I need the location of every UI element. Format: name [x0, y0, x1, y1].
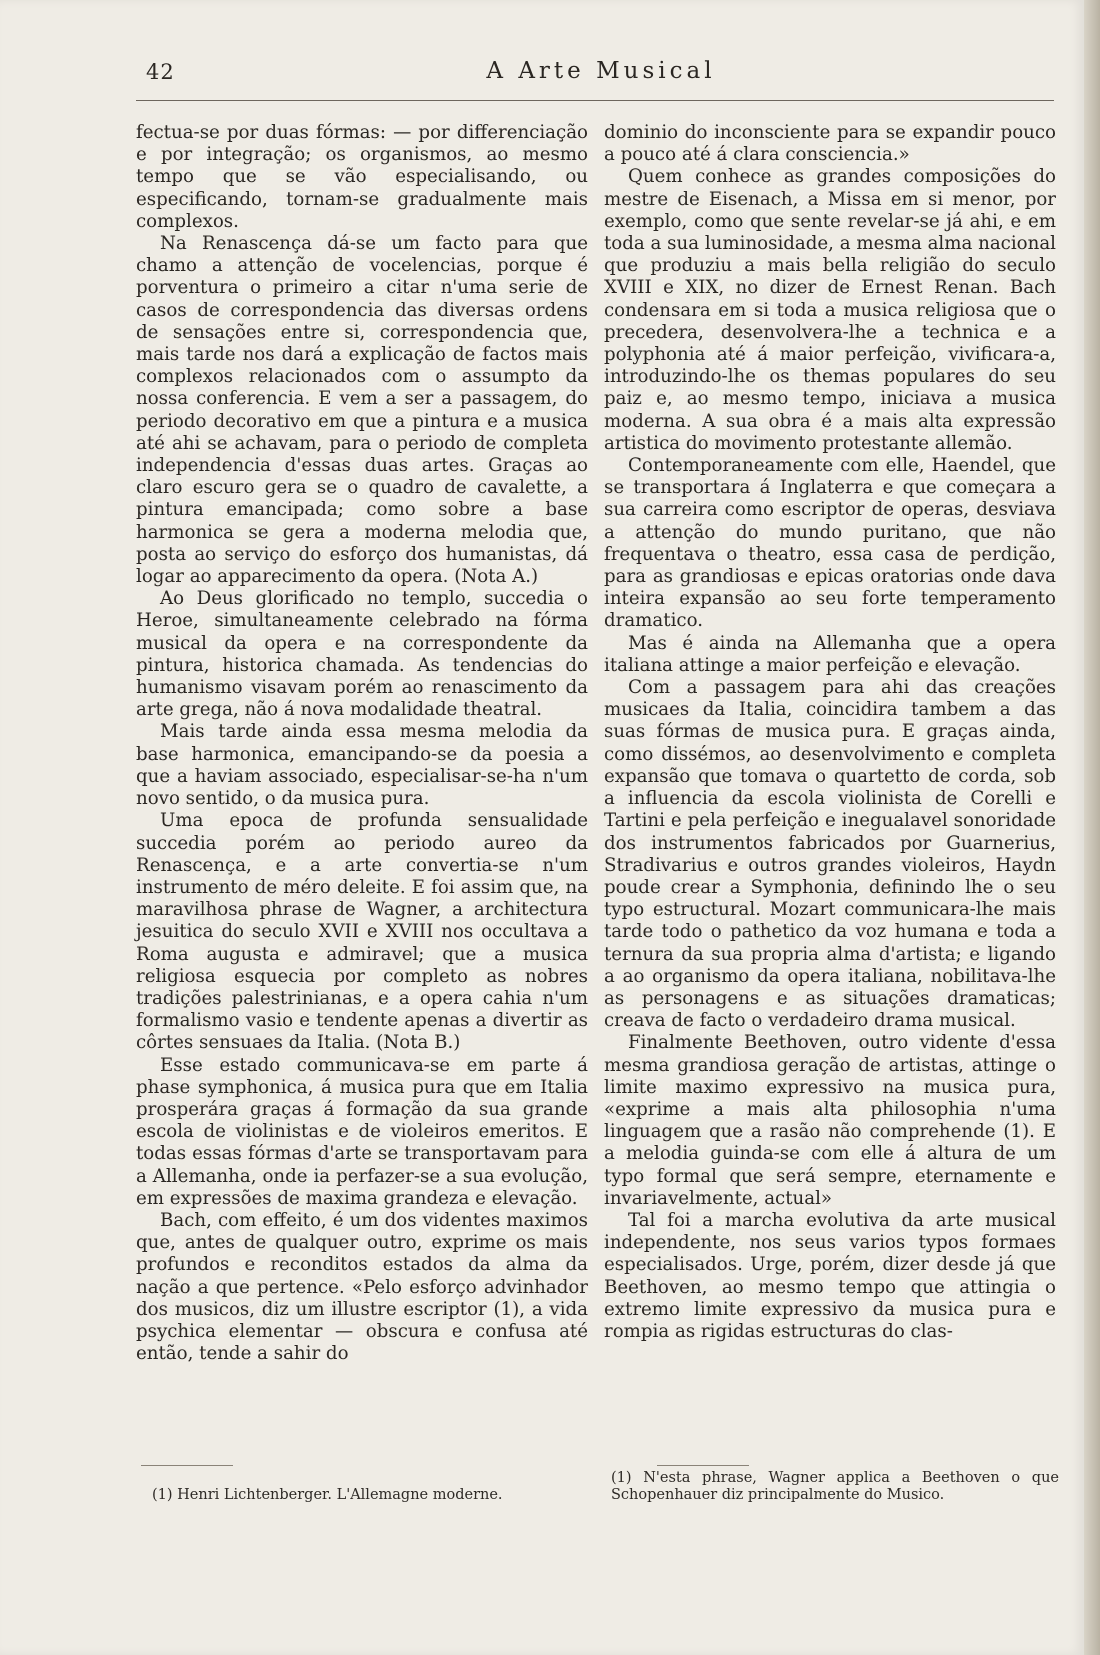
footnote-right: (1) N'esta phrase, Wagner applica a Beethoven o que Schopenhauer diz principalmente do Musico. [611, 1470, 1059, 1503]
page-edge [1084, 0, 1100, 1655]
header-rule [136, 100, 1054, 101]
paragraph: Com a passagem para ahi das creações musicaes da Italia, coincidira tambem a das suas fórmas de musica pura. E graças ainda, como dissémos, ao desenvolvimento e completa expansão que tomava o quartetto de corda, sob a influencia da escola violinista de Corelli e Tartini e pela perfeição e inegualavel sonoridade dos instrumentos fabricados por Guarnerius, Stradivarius e outros grandes violeiros, Haydn poude crear a Symphonia, definindo lhe o seu typo estructural. Mozart communicara-lhe mais tarde todo o pathetico da voz humana e toda a ternura da sua propria alma d'artista; e ligando a ao organismo da opera italiana, nobilitava-lhe as personagens e as situações dramaticas; creava de facto o verdadeiro drama musical. [604, 677, 1056, 1032]
paragraph: Contemporaneamente com elle, Haendel, que se transportara á Inglaterra e que começara a sua carreira como escriptor de operas, desviava a attenção do mundo puritano, que não frequentava o theatro, essa casa de perdição, para as grandiosas e epicas oratorias onde dava inteira expansão ao seu forte temperamento dramatico. [604, 455, 1056, 632]
page-header [146, 56, 1056, 92]
right-column [604, 122, 1056, 1343]
paragraph: Quem conhece as grandes composições do mestre de Eisenach, a Missa em si menor, por exemplo, como que sente revelar-se já ahi, e em toda a sua luminosidade, a mesma alma nacional que produziu a mais bella religião do seculo XVIII e XIX, no dizer de Ernest Renan. Bach condensara em si toda a musica religiosa que o precedera, desenvolvera-lhe a technica e a polyphonia até á maior perfeição, vivificara-a, introduzindo-lhe os themas populares do seu paiz e, ao mesmo tempo, iniciava a musica moderna. A sua obra é a mais alta expressão artistica do movimento protestante allemão. [604, 166, 1056, 454]
paragraph: Uma epoca de profunda sensualidade succedia porém ao periodo aureo da Renascença, e a arte convertia-se n'um instrumento de méro deleite. E foi assim que, na maravilhosa phrase de Wagner, a architectura jesuitica do seculo XVII e XVIII nos occultava a Roma augusta e admiravel; que a musica religiosa esquecia por completo as nobres tradições palestrinianas, e a opera cahia n'um formalismo vasio e tendente apenas a divertir as côrtes sensuaes da Italia. (Nota B.) [136, 810, 588, 1054]
paragraph: dominio do inconsciente para se expandir pouco a pouco até á clara consciencia.» [604, 122, 1056, 166]
running-title: A Arte Musical [486, 58, 716, 84]
paragraph: Ao Deus glorificado no templo, succedia o Heroe, simultaneamente celebrado na fórma musical da opera e na correspondente da pintura, historica chamada. As tendencias do humanismo visavam porém ao renascimento da arte grega, não á nova modalidade theatral. [136, 588, 588, 721]
paragraph: Bach, com effeito, é um dos videntes maximos que, antes de qualquer outro, exprime os mais profundos e reconditos estados da alma da nação a que pertence. «Pelo esforço advinhador dos musicos, diz um illustre escriptor (1), a vida psychica elementar — obscura e confusa até então, tende a sahir do [136, 1209, 588, 1365]
paragraph: Finalmente Beethoven, outro vidente d'essa mesma grandiosa geração de artistas, attinge o limite maximo expressivo na musica pura, «exprime a mais alta philosophia n'uma linguagem que a rasão não comprehende (1). E a melodia guinda-se com elle á altura de um typo formal que será sempre, eternamente e invariavelmente, actual» [604, 1032, 1056, 1209]
paragraph: Na Renascença dá-se um facto para que chamo a attenção de vocelencias, porque é porventura o primeiro a citar n'uma serie de casos de correspondencia das diversas ordens de sensações entre si, correspondencia que, mais tarde nos dará a explicação de factos mais complexos relacionados com o assumpto da nossa conferencia. E vem a ser a passagem, do periodo decorativo em que a pintura e a musica até ahi se achavam, para o periodo de completa independencia d'essas duas artes. Graças ao claro escuro gera se o quadro de cavalette, a pintura emancipada; como sobre a base harmonica se gera a moderna melodia que, posta ao serviço do esforço dos humanistas, dá logar ao apparecimento da opera. (Nota A.) [136, 233, 588, 588]
page-number: 42 [146, 60, 175, 84]
footnote-rule [657, 1465, 749, 1466]
left-column [136, 122, 588, 1365]
footnote-left: (1) Henri Lichtenberger. L'Allemagne moderne. [152, 1487, 503, 1503]
paragraph: Esse estado communicava-se em parte á phase symphonica, á musica pura que em Italia prosperára graças á formação da sua grande escola de violinistas e de violeiros emeritos. E todas essas fórmas d'arte se transportavam para a Allemanha, onde ia perfazer-se a sua evolução, em expressões de maxima grandeza e elevação. [136, 1054, 588, 1209]
paragraph: fectua-se por duas fórmas: — por differenciação e por integração; os organismos, ao mesmo tempo que se vão especialisando, ou especificando, tornam-se gradualmente mais complexos. [136, 122, 588, 232]
paragraph: Tal foi a marcha evolutiva da arte musical independente, nos seus varios typos formaes especialisados. Urge, porém, dizer desde já que Beethoven, ao mesmo tempo que attingia o extremo limite expressivo da musica pura e rompia as rigidas estructuras do clas- [604, 1209, 1056, 1342]
footnote-rule [141, 1465, 233, 1466]
paragraph: Mas é ainda na Allemanha que a opera italiana attinge a maior perfeição e elevação. [604, 632, 1056, 676]
paragraph: Mais tarde ainda essa mesma melodia da base harmonica, emancipando-se da poesia a que a haviam associado, especialisar-se-ha n'um novo sentido, o da musica pura. [136, 721, 588, 810]
